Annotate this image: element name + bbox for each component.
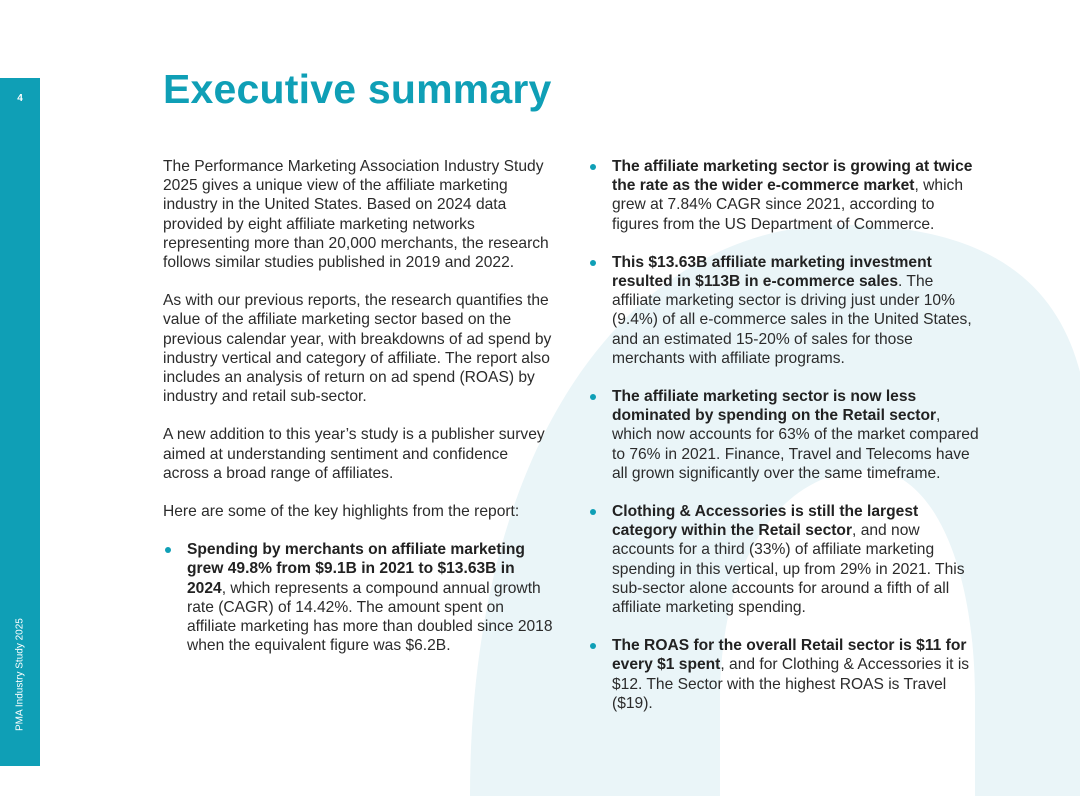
highlights-list-right	[588, 157, 984, 713]
intro-paragraph: The Performance Marketing Association Industry Study 2025 gives a unique view of the affiliate marketing industry in the United States. Based on 2024 data provided by eight affiliate marketing networks representing more than 20,000 merchants, the research follows similar studies published in 2019 and 2022.	[163, 158, 549, 272]
highlight-text: , and for Clothing & Accessories it is $12. The Sector with the highest ROAS is Travel ($19).	[612, 656, 970, 712]
highlight-text: . The affiliate marketing sector is driving just under 10% (9.4%) of all e-commerce sales in the United States, and an estimated 15-20% of sales for those merchants with affiliate programs.	[612, 273, 972, 367]
page-title: Executive summary	[163, 66, 552, 112]
highlight-bold: Spending by merchants on affiliate marketing grew 49.8% from $9.1B in 2021 to $13.63B in 2024	[187, 541, 525, 597]
highlight-item	[588, 387, 984, 483]
highlight-item	[588, 157, 984, 234]
intro-paragraph: A new addition to this year’s study is a publisher survey aimed at understanding sentiment and confidence across a broad range of affiliates.	[163, 426, 545, 482]
highlight-text: , which represents a compound annual growth rate (CAGR) of 14.42%. The amount spent on affiliate marketing has more than doubled since 2018 when the equivalent figure was $6.2B.	[187, 579, 553, 655]
highlight-bold: Clothing & Accessories is still the largest category within the Retail sector	[612, 503, 919, 540]
highlight-text: , which grew at 7.84% CAGR since 2021, according to figures from the US Department of Commerce.	[612, 177, 964, 233]
highlight-item	[163, 540, 555, 655]
highlight-bold: This $13.63B affiliate marketing investment resulted in $113B in e-commerce sales	[612, 253, 932, 291]
sidebar-band	[0, 78, 40, 766]
highlight-item	[588, 253, 984, 368]
highlight-bold: The ROAS for the overall Retail sector is $11 for every $1 spent	[612, 637, 967, 674]
highlight-item	[588, 636, 984, 713]
highlight-text: , which now accounts for 63% of the market compared to 76% in 2021. Finance, Travel and Telecoms have all grown significantly over the same timeframe.	[612, 407, 979, 482]
highlight-bold: The affiliate marketing sector is now less dominated by spending on the Retail sector	[612, 388, 937, 425]
intro-paragraph: Here are some of the key highlights from the report:	[163, 503, 520, 521]
highlights-list-left	[163, 540, 555, 655]
highlight-bold: The affiliate marketing sector is growing at twice the rate as the wider e-commerce market	[612, 158, 973, 195]
highlight-text: , and now accounts for a third (33%) of affiliate marketing spending in this vertical, up from 29% in 2021. This sub-sector alone accounts for around a fifth of all affiliate marketing spending.	[612, 522, 965, 617]
vertical-report-label: PMA Industry Study 2025	[14, 618, 26, 731]
left-column	[163, 157, 555, 674]
right-column	[588, 157, 984, 732]
intro-paragraph: As with our previous reports, the research quantifies the value of the affiliate marketing sector based on the previous calendar year, with breakdowns of ad spend by industry vertical and category of affiliate. The report also includes an analysis of return on ad spend (ROAS) by industry and retail sub-sector.	[163, 292, 552, 406]
page-number: 4	[17, 93, 23, 104]
highlight-item	[588, 502, 984, 617]
